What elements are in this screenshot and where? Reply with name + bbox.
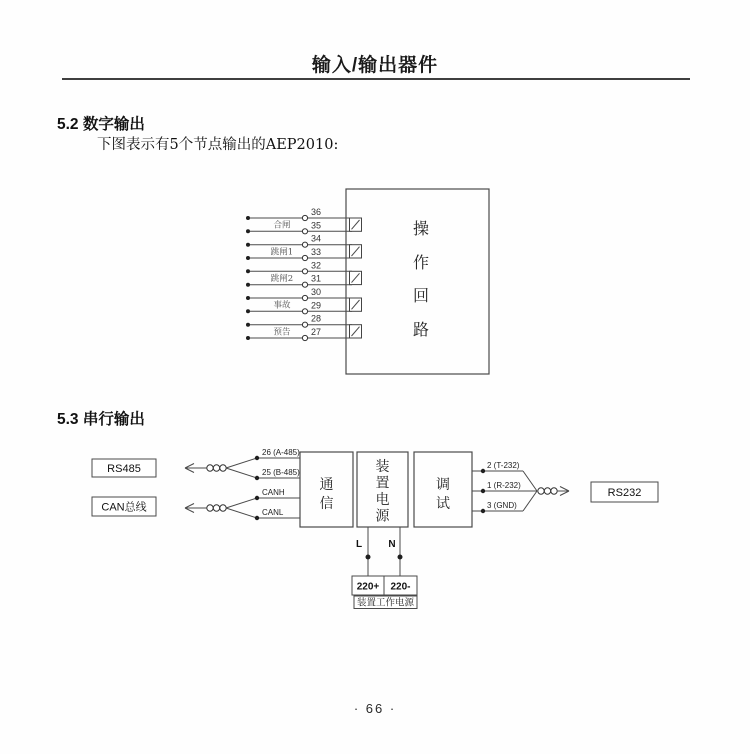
relay-group-alarm — [246, 314, 362, 341]
svg-text:电: 电 — [375, 492, 390, 508]
page-title: 输入/输出器件 — [311, 55, 439, 76]
relay-group-label: 跳闸1 — [270, 247, 294, 258]
pin-number: 29 — [311, 300, 322, 311]
page-number: · 66 · — [353, 701, 397, 716]
relay-group-label: 事故 — [273, 300, 291, 311]
comm-module-label — [320, 477, 334, 512]
section-5-2-heading: 5.2 数字输出 — [57, 116, 145, 133]
header-divider — [62, 78, 690, 80]
svg-text:操: 操 — [412, 219, 430, 238]
pin-number: 36 — [311, 207, 322, 217]
svg-text:置: 置 — [375, 475, 390, 492]
comm-wires-left — [255, 448, 300, 520]
svg-text:通: 通 — [319, 477, 334, 493]
svg-text:路: 路 — [412, 320, 430, 339]
wire-label-canh: CANH — [262, 488, 285, 497]
serial-output-diagram — [80, 440, 690, 620]
relay-group-trip1 — [246, 234, 362, 261]
section-5-3-heading: 5.3 串行输出 — [57, 411, 145, 428]
svg-text:信: 信 — [319, 496, 334, 512]
relay-group-label: 跳闸2 — [270, 274, 294, 284]
relay-group-fault — [246, 287, 362, 314]
twisted-pair-rs232-icon — [538, 487, 569, 496]
twisted-pair-can-icon — [185, 498, 257, 518]
power-pos-label: 220+ — [356, 581, 380, 593]
operation-circuit-label — [413, 219, 429, 339]
wire-label-gnd: 3 (GND) — [487, 501, 517, 510]
svg-text:调: 调 — [436, 477, 450, 493]
power-caption: 装置工作电源 — [356, 597, 415, 609]
power-feed — [352, 527, 417, 609]
svg-text:源: 源 — [375, 508, 390, 525]
rs485-label: RS485 — [107, 463, 141, 475]
svg-text:回: 回 — [412, 286, 430, 305]
can-bus-label: CAN总线 — [101, 501, 147, 514]
wire-label-canl: CANL — [262, 508, 284, 517]
wire-label-r232: 1 (R-232) — [487, 481, 521, 490]
pin-number: 30 — [311, 287, 322, 297]
pin-number: 34 — [311, 233, 322, 244]
operation-circuit-box — [346, 189, 489, 374]
section-5-2-body: 下图表示有5个节点输出的AEP2010: — [97, 137, 339, 153]
relay-group-close — [246, 207, 362, 234]
svg-text:试: 试 — [436, 496, 450, 512]
pin-number: 28 — [311, 313, 322, 324]
svg-text:装: 装 — [375, 459, 390, 475]
relay-group-label: 预告 — [273, 327, 291, 338]
rs232-label: RS232 — [607, 487, 642, 499]
pin-number: 27 — [311, 327, 322, 337]
pin-number: 31 — [311, 273, 322, 284]
pin-number: 35 — [311, 220, 322, 231]
pin-number: 33 — [311, 247, 322, 257]
pin-number: 32 — [311, 260, 322, 271]
twisted-pair-rs485-icon — [185, 458, 257, 478]
relay-group-label: 合闸 — [273, 220, 291, 231]
debug-module-label — [436, 477, 450, 512]
svg-text:作: 作 — [412, 253, 430, 272]
line-label: L — [355, 539, 363, 550]
digital-output-diagram — [230, 180, 510, 385]
power-neg-label: 220- — [390, 581, 411, 593]
relay-group-trip2 — [246, 260, 362, 287]
power-module-label — [376, 458, 391, 525]
wire-label-a485: 26 (A-485) — [262, 448, 300, 457]
rs232-wires-right — [472, 461, 537, 513]
wire-label-b485: 25 (B-485) — [262, 468, 300, 477]
neutral-label: N — [388, 539, 396, 550]
wire-label-t232: 2 (T-232) — [487, 461, 520, 470]
